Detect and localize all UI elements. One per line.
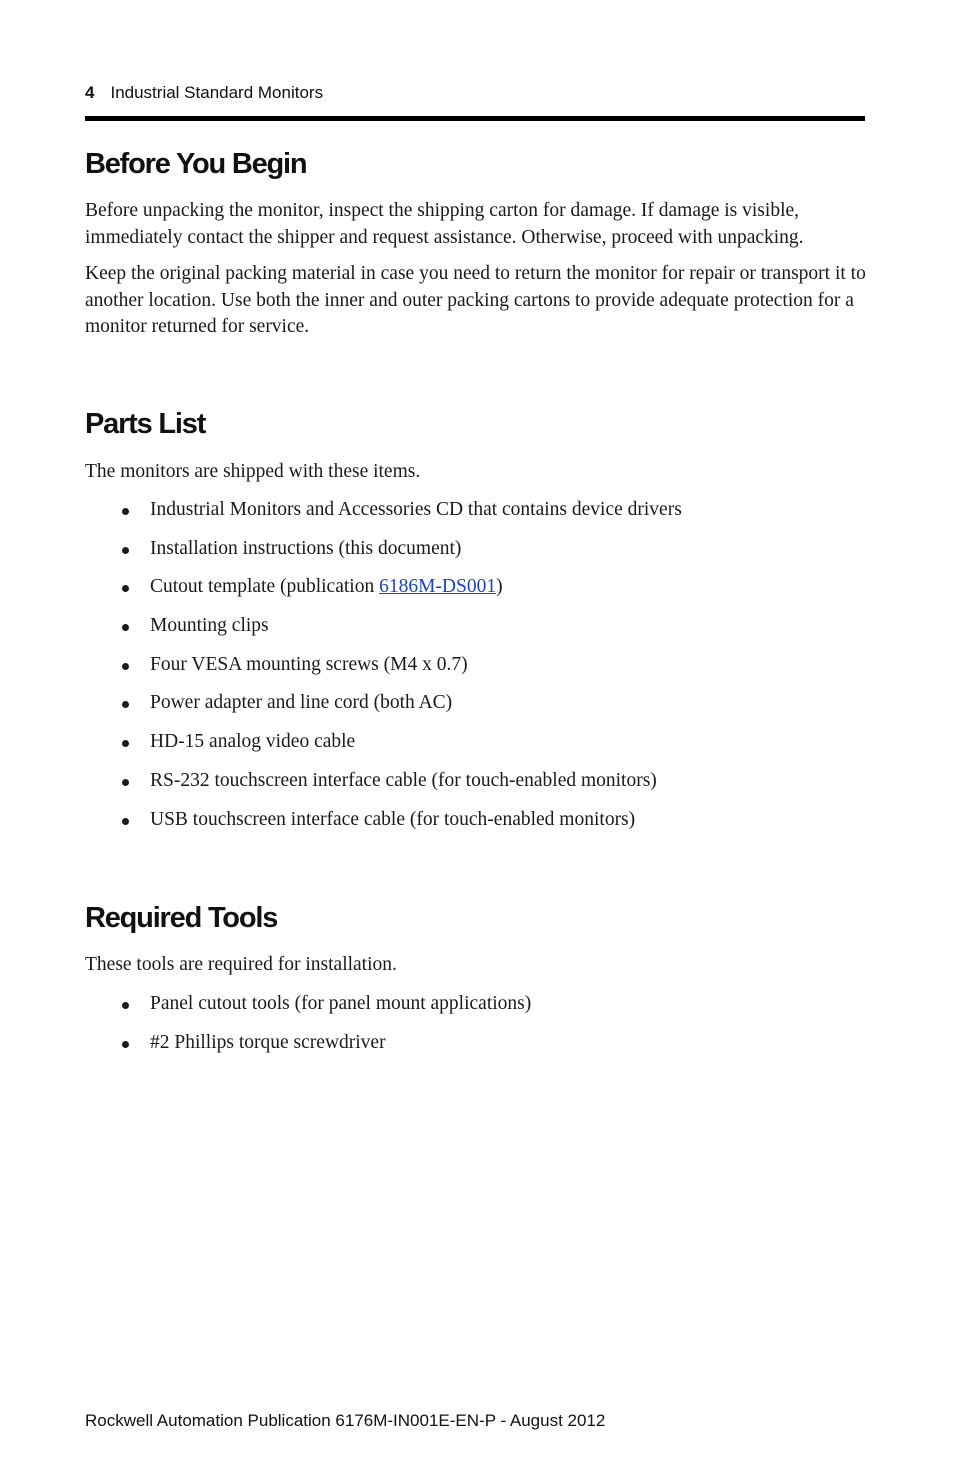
section-title-required-tools: Required Tools (85, 902, 278, 934)
header-rule (85, 116, 865, 121)
bullet-icon (122, 663, 129, 670)
list-item-text: #2 Phillips torque screwdriver (150, 1031, 386, 1053)
before-you-begin-paragraph-1: Before unpacking the monitor, inspect the shipping carton for damage. If damage is visible, immediately contact the shipper and request assistance. Otherwise, proceed with unpacking. (85, 200, 804, 248)
page-number: 4 (85, 83, 95, 102)
bullet-icon (122, 818, 129, 825)
list-item-text-suffix: ) (496, 576, 503, 598)
list-item-text: Industrial Monitors and Accessories CD that contains device drivers (150, 499, 682, 520)
list-item (85, 613, 875, 652)
bullet-icon (122, 547, 129, 554)
list-item (85, 690, 875, 729)
list-item-text: RS-232 touchscreen interface cable (for touch-enabled monitors) (150, 769, 657, 791)
running-title: Industrial Standard Monitors (110, 83, 324, 102)
list-item-text: Mounting clips (150, 615, 269, 637)
list-item (85, 1030, 875, 1069)
bullet-icon (122, 779, 129, 786)
list-item (85, 729, 875, 768)
parts-list-intro: The monitors are shipped with these items. (85, 461, 421, 482)
list-item (85, 652, 875, 691)
section-title-before-you-begin: Before You Begin (85, 148, 307, 180)
list-item (85, 497, 875, 536)
list-item (85, 536, 875, 575)
required-tools-intro: These tools are required for installation. (85, 954, 397, 975)
publication-link[interactable]: 6186M-DS001 (379, 576, 497, 598)
bullet-icon (122, 508, 129, 515)
page-footer: Rockwell Automation Publication 6176M-IN001E-EN-P - August 2012 (85, 1411, 606, 1430)
running-header (85, 83, 323, 103)
list-item-text: Cutout template (publication (150, 576, 380, 598)
list-item (85, 807, 875, 846)
bullet-icon (122, 740, 129, 747)
list-item (85, 574, 875, 613)
bullet-icon (122, 1041, 129, 1048)
list-item-text: Installation instructions (this document) (150, 537, 462, 559)
list-item-text: Power adapter and line cord (both AC) (150, 692, 453, 714)
list-item-text: HD-15 analog video cable (150, 731, 356, 753)
parts-list (85, 497, 875, 845)
list-item-text: Panel cutout tools (for panel mount applications) (150, 993, 532, 1014)
list-item (85, 768, 875, 807)
before-you-begin-paragraph-2: Keep the original packing material in case you need to return the monitor for repair or transport it to another location. Use both the inner and outer packing cartons to provide adequate protection for a monitor returned for service. (85, 263, 866, 337)
bullet-icon (122, 585, 129, 592)
bullet-icon (122, 1002, 129, 1009)
required-tools-list (85, 991, 875, 1068)
list-item (85, 991, 875, 1030)
bullet-icon (122, 701, 129, 708)
bullet-icon (122, 624, 129, 631)
list-item-text: Four VESA mounting screws (M4 x 0.7) (150, 653, 468, 675)
section-title-parts-list: Parts List (85, 408, 206, 440)
list-item-text: USB touchscreen interface cable (for touch-enabled monitors) (150, 808, 636, 830)
